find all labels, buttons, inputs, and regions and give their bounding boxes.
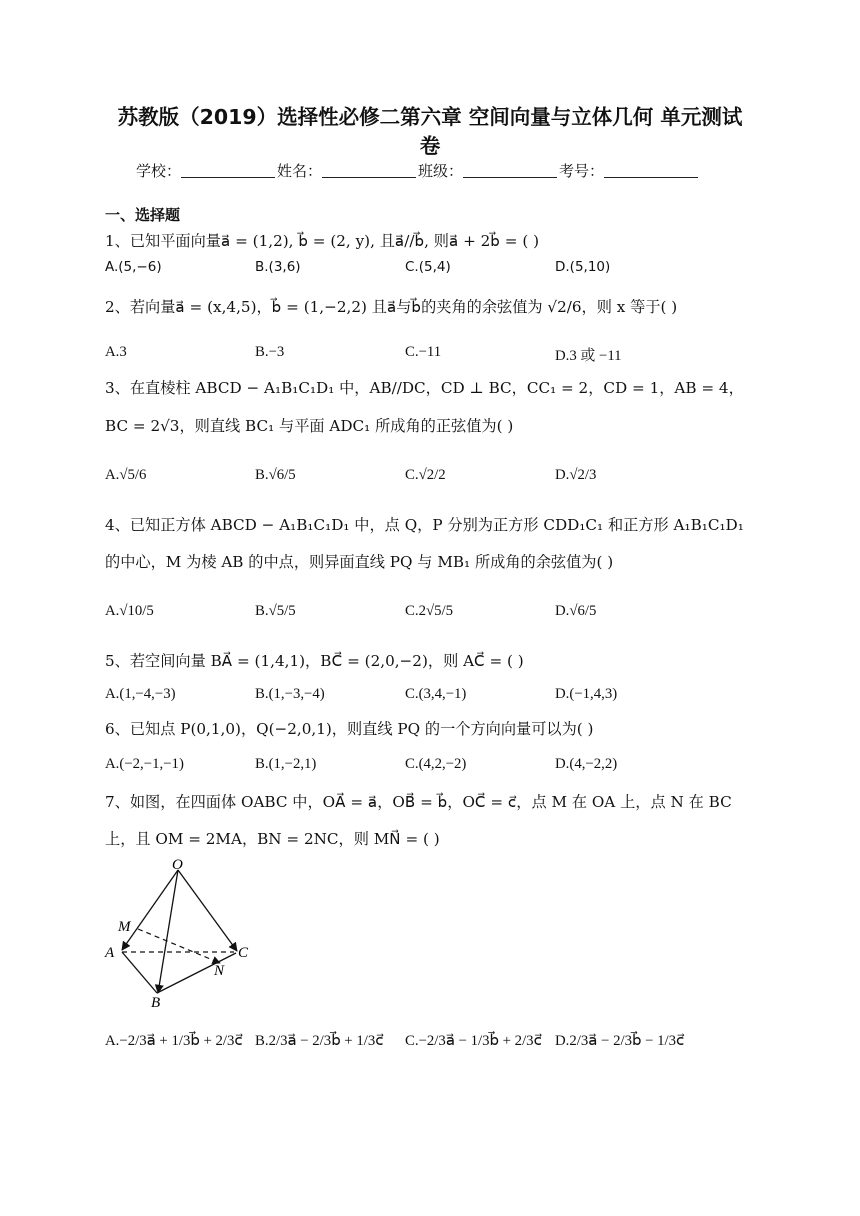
edge-ab	[122, 952, 157, 993]
q4-option-d[interactable]: D.√6/5	[555, 603, 597, 619]
class-blank[interactable]	[463, 163, 557, 178]
q2-option-d[interactable]: D.3 或 −11	[555, 348, 622, 364]
q7-option-b[interactable]: B.2/3a⃗ − 2/3b⃗ + 1/3c⃗	[255, 1033, 384, 1049]
edge-ob	[158, 870, 178, 993]
question-3-stem-line-2: BC = 2√3，则直线 BC₁ 与平面 ADC₁ 所成角的正弦值为( )	[105, 417, 514, 435]
q1-option-a[interactable]: A.(5,−6)	[105, 259, 162, 275]
q1-option-c[interactable]: C.(5,4)	[405, 259, 451, 275]
label-o: O	[172, 857, 183, 873]
label-a: A	[105, 945, 115, 961]
question-4-stem-line-1: 4、已知正方体 ABCD − A₁B₁C₁D₁ 中，点 Q，P 分别为正方形 CDD₁C₁ 和正方形 A₁B₁C₁D₁	[105, 516, 744, 534]
q7-option-c[interactable]: C.−2/3a⃗ − 1/3b⃗ + 2/3c⃗	[405, 1033, 542, 1049]
exam-title	[90, 103, 770, 161]
edge-bc	[157, 953, 236, 993]
class-label: 班级：	[418, 162, 464, 180]
label-c: C	[238, 945, 249, 961]
name-blank[interactable]	[322, 163, 416, 178]
question-7-stem-line-2: 上，且 OM = 2MA，BN = 2NC，则 MN⃗ = ( )	[105, 830, 440, 848]
q2-option-c[interactable]: C.−11	[405, 344, 442, 360]
q5-option-d[interactable]: D.(−1,4,3)	[555, 686, 618, 702]
id-label: 考号：	[559, 162, 605, 180]
q5-option-c[interactable]: C.(3,4,−1)	[405, 686, 467, 702]
q2-option-b[interactable]: B.−3	[255, 344, 285, 360]
school-label: 学校：	[136, 162, 182, 180]
q7-option-a[interactable]: A.−2/3a⃗ + 1/3b⃗ + 2/3c⃗	[105, 1033, 243, 1049]
label-m: M	[118, 919, 131, 935]
edge-oc	[178, 870, 237, 951]
question-5-stem: 5、若空间向量 BA⃗ = (1,4,1)，BC⃗ = (2,0,−2)，则 AC⃗ = ( )	[105, 652, 524, 670]
label-n: N	[214, 963, 225, 979]
q7-option-d[interactable]: D.2/3a⃗ − 2/3b⃗ − 1/3c⃗	[555, 1033, 685, 1049]
q2-option-a[interactable]: A.3	[105, 344, 127, 360]
question-1-stem: 1、已知平面向量a⃗ = (1,2), b⃗ = (2, y), 且a⃗//b⃗, 则a⃗ + 2b⃗ = ( )	[105, 232, 540, 250]
label-b: B	[151, 995, 161, 1010]
title-line-2: 卷	[419, 134, 441, 158]
q6-option-c[interactable]: C.(4,2,−2)	[405, 756, 467, 772]
tetrahedron-figure	[100, 855, 270, 1010]
question-7-stem-line-1: 7、如图，在四面体 OABC 中，OA⃗ = a⃗，OB⃗ = b⃗，OC⃗ = c⃗，点 M 在 OA 上，点 N 在 BC	[105, 793, 732, 811]
edge-oa	[122, 870, 178, 950]
q5-option-b[interactable]: B.(1,−3,−4)	[255, 686, 325, 702]
q4-option-b[interactable]: B.√5/5	[255, 603, 296, 619]
q3-option-a[interactable]: A.√5/6	[105, 467, 147, 483]
q4-option-a[interactable]: A.√10/5	[105, 603, 154, 619]
q3-option-b[interactable]: B.√6/5	[255, 467, 296, 483]
q6-option-d[interactable]: D.(4,−2,2)	[555, 756, 618, 772]
question-6-stem: 6、已知点 P(0,1,0)，Q(−2,0,1)，则直线 PQ 的一个方向向量可以为( )	[105, 720, 594, 738]
name-label: 姓名：	[277, 162, 323, 180]
section-title: 一、选择题	[105, 206, 181, 224]
q6-option-b[interactable]: B.(1,−2,1)	[255, 756, 317, 772]
vector-mn	[138, 929, 220, 963]
title-line-1: 苏教版（2019）选择性必修二第六章 空间向量与立体几何 单元测试	[117, 105, 743, 129]
q5-option-a[interactable]: A.(1,−4,−3)	[105, 686, 176, 702]
school-blank[interactable]	[181, 163, 275, 178]
q3-option-d[interactable]: D.√2/3	[555, 467, 597, 483]
question-3-stem-line-1: 3、在直棱柱 ABCD − A₁B₁C₁D₁ 中，AB//DC，CD ⊥ BC，CC₁ = 2，CD = 1，AB = 4，	[105, 379, 744, 397]
q1-option-b[interactable]: B.(3,6)	[255, 259, 301, 275]
q4-option-c[interactable]: C.2√5/5	[405, 603, 453, 619]
id-blank[interactable]	[604, 163, 698, 178]
question-4-stem-line-2: 的中心，M 为棱 AB 的中点，则异面直线 PQ 与 MB₁ 所成角的余弦值为( )	[105, 553, 614, 571]
q1-option-d[interactable]: D.(5,10)	[555, 259, 611, 275]
q3-option-c[interactable]: C.√2/2	[405, 467, 446, 483]
q6-option-a[interactable]: A.(−2,−1,−1)	[105, 756, 184, 772]
question-2-stem: 2、若向量a⃗ = (x,4,5)，b⃗ = (1,−2,2) 且a⃗与b⃗的夹角的余弦值为 √2/6，则 x 等于( )	[105, 298, 678, 316]
student-info-row	[136, 160, 700, 181]
